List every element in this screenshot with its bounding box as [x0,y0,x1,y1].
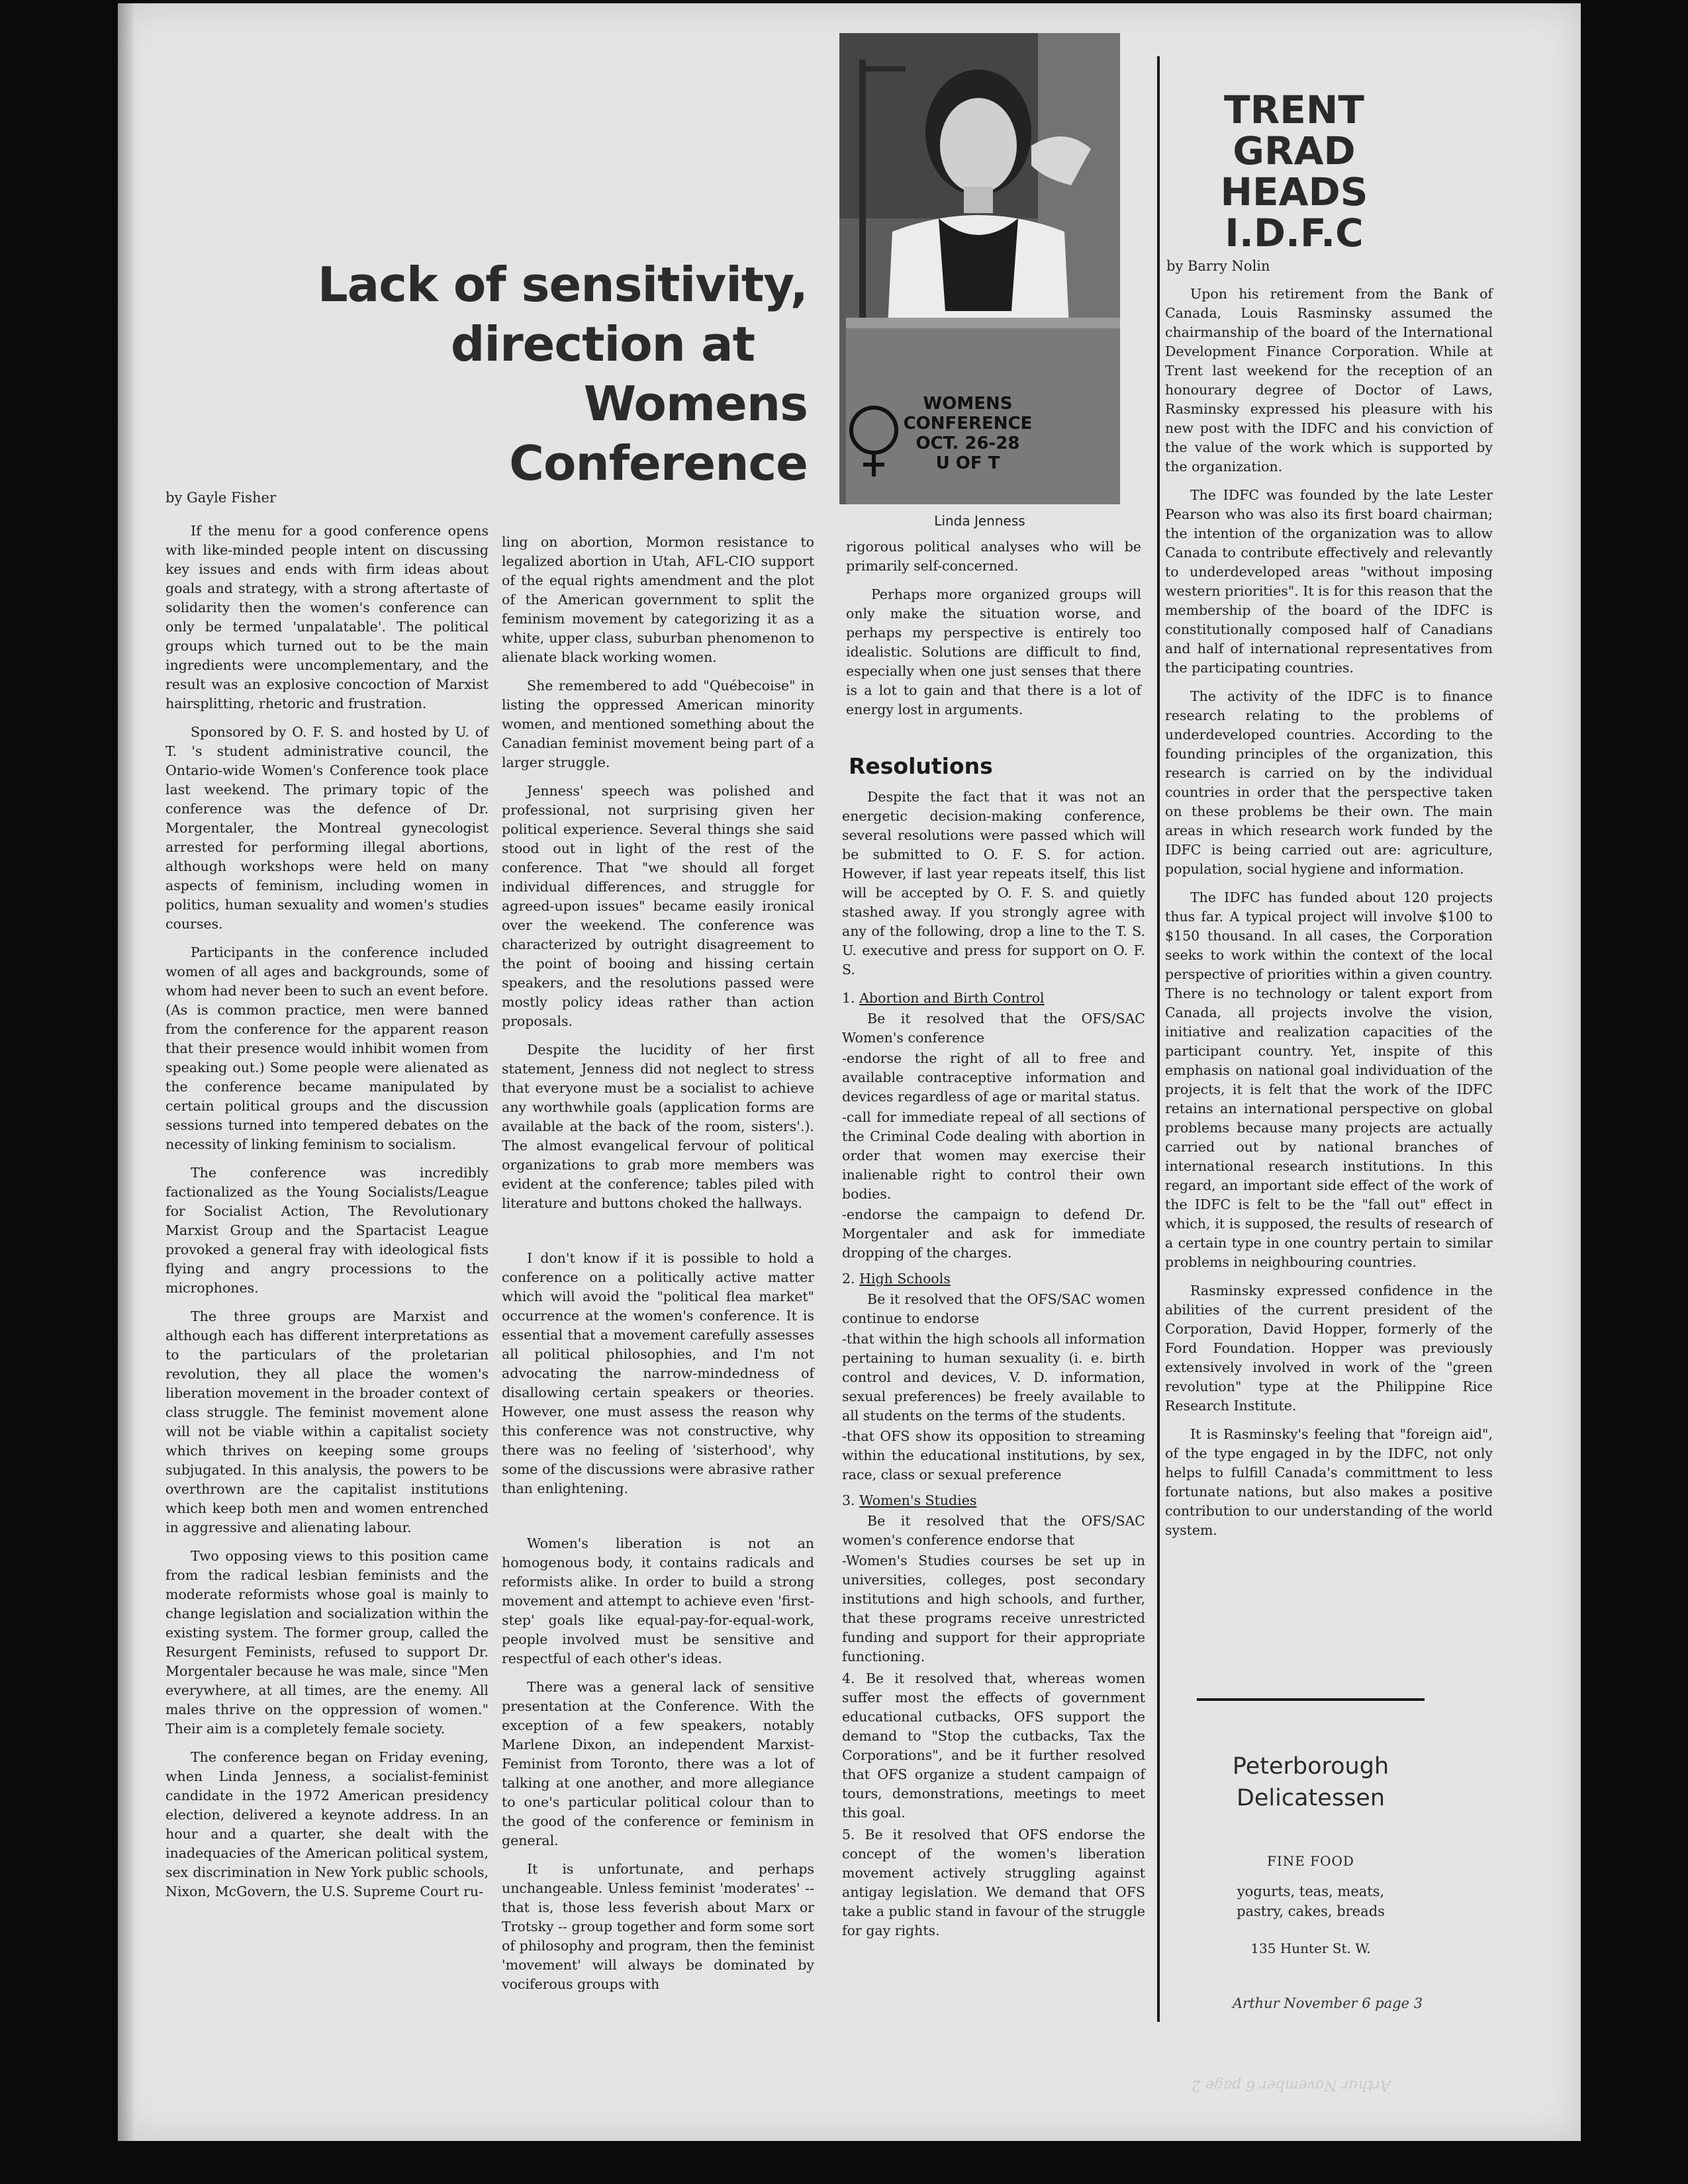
resolution-lead: Be it resolved that the OFS/SAC women continue to endorse [842,1291,1145,1326]
resolution-point: -that OFS show its opposition to streaming within the educational institutions, by sex, race, class or sexual preference [842,1428,1145,1482]
paragraph: The conference began on Friday evening, when Linda Jenness, a socialist-feminist candidate in the 1972 American presidency election, delivered a keynote address. In an hour and a quarter, she dealt with the inadequacies of the American political system, sex discrimination in New York public schools, Nixon, McGovern, the U.S. Supreme Court ru- [165,1749,489,1899]
paragraph: The IDFC was founded by the late Lester Pearson who was also its first board chairman; the intention of the organization was to allow Canada to contribute effectively and relevantly to underdeveloped areas "without imposing western priorities". It is for this reason that the membership of the board of the IDFC is constitutionally composed half of Canadians and half of international representatives from the participating countries. [1165,487,1493,676]
paragraph: Two opposing views to this position came from the radical lesbian feminists and the moderate reformists whose goal is mainly to change legislation and socialization within the existing system. The former group, called the Resurgent Feminists, refused to support Dr. Morgentaler because he was male, since "Men everywhere, at all times, are the enemy. All males thrive on the oppression of women." Their aim is a completely female society. [165,1548,489,1737]
ad-name-line-2: Delicatessen [1236,1785,1385,1811]
resolution-point: -endorse the campaign to defend Dr. Morgentaler and ask for immediate dropping of the charges. [842,1206,1145,1261]
column-divider [1157,56,1160,2022]
resolution-res4: 4. Be it resolved that, whereas women suffer most the effects of government educational cutbacks, OFS support the demand to "Stop the cutbacks, Tax the Corporations", and be it further resolved that OFS organize a student campaign of tours, demonstrations, meetings to meet this goal. [842,1670,1145,1821]
column-2-part-a [502,533,814,1213]
paragraph: Sponsored by O. F. S. and hosted by U. of T. 's student administrative council, the Ontario-wide Women's Conference took place last weekend. The primary topic of the conference was the defence of Dr. Morgentaler, the Montreal gynecologist arrested for performing illegal abortions, although workshops were held on many aspects of feminism, including women in politics, human sexuality and women's studies courses. [165,724,489,932]
ad-items-line-2: pastry, cakes, breads [1237,1903,1385,1919]
resolution-item [842,1269,1145,1289]
paragraph: It is unfortunate, and perhaps unchangeable. Unless feminist 'moderates' -- that is, those less feverish about Marx or Trotsky -- group together and form some sort of philosophy and program, then the feminist 'movement' will always be dominated by vociferous groups with [502,1861,814,1992]
main-byline: by Gayle Fisher [165,490,277,506]
headline-line-1: Lack of sensitivity, [317,257,808,312]
paragraph: It is Rasminsky's feeling that "foreign aid", of the type engaged in by the IDFC, not only helps to fulfill Canada's committment to less fortunate nations, but also makes a positive contribution to our understanding of the world system. [1165,1426,1493,1538]
ad-name-line-1: Peterborough [1232,1753,1389,1780]
resolution-point: -that within the high schools all information pertaining to human sexuality (i. e. birth control and devices, V. D. information, sexual preferences) be freely available to all students on the terms of the students. [842,1331,1145,1424]
resolution-point: -endorse the right of all to free and available contraceptive information and devices regardless of age or marital status. [842,1050,1145,1105]
ad-tagline: FINE FOOD [1267,1853,1354,1869]
paragraph: There was a general lack of sensitive presentation at the Conference. With the exception of a few speakers, notably Marlene Dixon, an independent Marxist-Feminist from Toronto, there was a lot of talking at one another, and more allegiance to one's particular political colour than to the good of the conference or feminism in general. [502,1679,814,1848]
paragraph: The three groups are Marxist and although each has different interpretations as to the particulars of the proletarian revolution, they all place the women's liberation movement in the broader context of class struggle. The feminist movement alone will not be viable within a capitalist society which thrives on keeping some groups subjugated. In this analysis, the powers to be overthrown are the capitalist institutions which keep both men and women entrenched in aggressive and alienating labour. [165,1308,489,1535]
resolutions-list [842,788,1145,1942]
resolution-number: 3. [842,1492,860,1508]
sign-line: U OF T [935,453,1000,473]
resolution-item [842,1491,1145,1510]
resolution-number: 1. [842,990,860,1006]
side-headline-line-2: HEADS [1220,169,1368,214]
paragraph: Upon his retirement from the Bank of Canada, Louis Rasminsky assumed the chairmanship of the board of the International Development Finance Corporation. While at Trent last weekend for the reception of an honourary degree of Doctor of Laws, Rasminsky expressed his pleasure with his new post with the IDFC and his conviction of the value of the work which is supported by the organization. [1165,286,1493,475]
paragraph: She remembered to add "Québecoise" in listing the oppressed American minority women, and mentioned something about the Canadian feminist movement being part of a larger struggle. [502,678,814,770]
resolution-title: High Schools [859,1271,951,1287]
paragraph: The IDFC has funded about 120 projects thus far. A typical project will involve $100 to $150 thousand. In all cases, the Corporation seeks to work within the context of the local perspective of priorities within a given country. There is no technology or talent export from Canada, all projects involve the vision, initiative and realization capacities of the participant country. Yet, inspite of this emphasis on national goal individuation of the projects, it is felt that the work of the IDFC retains an international perspective on global problems because many projects are actually carried out by national branches of international research institutions. In this regard, an important side effect of the work of the IDFC is felt to be the "fall out" effect in which, it is supposed, the results of research of a certain type in one country pertain to similar problems in neighbouring countries. [1165,889,1493,1270]
paragraph: ling on abortion, Mormon resistance to legalized abortion in Utah, AFL-CIO support of the equal rights amendment and the plot of the American government to split the feminism movement by categorizing it as a white, upper class, suburban phenomenon to alienate black working women. [502,534,814,665]
paragraph: Perhaps more organized groups will only make the situation worse, and perhaps my perspective is entirely too idealistic. Solutions are difficult to find, especially when one just senses that there is a lot to gain and that there is a lot of energy lost in arguments. [846,586,1141,717]
paragraph: I don't know if it is possible to hold a conference on a politically active matter which will avoid the "political flea market" occurrence at the women's conference. It is essential that a movement carefully assesses all political philosophies, and I'm not advocating the narrow-mindedness of disallowing certain speakers or theories. However, one must assess the reason why this conference was not constructive, why there was no feeling of 'sisterhood', why some of the discussions were abrasive rather than enlightening. [502,1250,814,1496]
page-edge-shadow [118,3,135,2141]
main-headline [278,255,808,493]
sign-line: WOMENS [923,394,1013,414]
article-column-1 [165,522,489,1911]
resolution-point: -call for immediate repeal of all sections of the Criminal Code dealing with abortion in order that women may exercise their inalienable right to control their own bodies. [842,1109,1145,1202]
side-headline-line-3: I.D.F.C [1225,210,1364,255]
resolution-lead: Be it resolved that the OFS/SAC women's conference endorse that [842,1513,1145,1548]
side-headline [1172,89,1417,253]
paragraph: rigorous political analyses who will be primarily self-concerned. [846,539,1141,574]
side-headline-line-1: TRENT GRAD [1224,87,1364,173]
article-column-3-top [846,537,1141,729]
resolution-title: Women's Studies [859,1492,977,1508]
ad-business-name [1197,1751,1425,1814]
resolution-lead: Be it resolved that the OFS/SAC Women's conference [842,1011,1145,1046]
resolutions-heading: Resolutions [849,753,993,779]
paragraph: Rasminsky expressed confidence in the abilities of the current president of the Corporation, David Hopper, formerly of the Ford Foundation. Hopper was previously extensively involved in work of the "green revolution" type at the Philippine Rice Research Institute. [1165,1283,1493,1414]
bleed-through-folio: Arthur November 6 page 2 [1192,2077,1391,2093]
column-2-part-c [502,1534,814,1994]
speaker-photo [839,33,1120,504]
photo-caption: Linda Jenness [934,513,1025,529]
resolution-number: 2. [842,1271,860,1287]
column-2-part-b [502,1249,814,1498]
resolution-item [842,989,1145,1008]
sign-line: OCT. 26-28 [915,433,1020,453]
side-byline: by Barry Nolin [1166,258,1270,274]
article-column-2 [502,533,814,2003]
page-folio: Arthur November 6 page 3 [1233,1995,1423,2011]
ad-items-line-1: yogurts, teas, meats, [1237,1884,1385,1899]
resolutions-intro: Despite the fact that it was not an energetic decision-making conference, several resolutions were passed which will be submitted to O. F. S. for action. However, if last year repeats itself, this list will be accepted by O. F. S. and quietly stashed away. If you strongly agree with any of the following, drop a line to the T. S. U. executive and press for support on O. F. S. [842,789,1145,978]
headline-line-3: Womens Conference [509,376,808,491]
resolution-title: Abortion and Birth Control [859,990,1045,1006]
paragraph: Women's liberation is not an homogenous body, it contains radicals and reformists alike. In order to build a strong movement and attempt to achieve even 'first-step' goals like equal-pay-for-equal-work, people involved must be sensitive and respectful of each other's ideas. [502,1535,814,1666]
resolution-res5: 5. Be it resolved that OFS endorse the concept of the women's liberation movement actively struggling against antigay legislation. We demand that OFS take a public stand in favour of the struggle for gay rights. [842,1827,1145,1938]
paragraph: Jenness' speech was polished and professional, not surprising given her political experience. Several things she said stood out in light of the rest of the conference. That "we should all forget individual differences, and struggle for agreed-upon issues" became easily ironical over the weekend. The conference was characterized by outright disagreement to the point of booing and hissing certain speakers, and the resolutions passed were mostly policy ideas rather than action proposals. [502,783,814,1029]
headline-line-2: direction at [450,316,755,372]
paragraph: Despite the lucidity of her first statement, Jenness did not neglect to stress that everyone must be a socialist to achieve any worthwhile goals (application forms are available at the back of the room, sisters'.). The almost evangelical fervour of political organizations to grab more members was evident at the conference; tables piled with literature and buttons choked the hallways. [502,1042,814,1211]
paragraph: The conference was incredibly factionalized as the Young Socialists/League for Socialist Action, The Revolutionary Marxist Group and the Spartacist League provoked a general fray with ideological fists flying and angry processions to the microphones. [165,1165,489,1296]
conference-sign [902,394,1034,473]
resolution-point: -Women's Studies courses be set up in universities, colleges, post secondary institutions and high schools, and further, that these programs receive unrestricted funding and support for their appropriate functioning. [842,1553,1145,1664]
ad-address: 135 Hunter St. W. [1250,1940,1371,1956]
side-article-body [1165,285,1493,1549]
sign-line: CONFERENCE [903,414,1033,433]
paragraph: Participants in the conference included women of all ages and backgrounds, some of whom had never been to such an event before. (As is common practice, men were banned from the conference for the apparent reason that their presence would inhibit women from speaking out.) Some people were alienated as the conference became manipulated by certain political groups and the discussion sessions turned into tempered debates on the necessity of linking feminism to socialism. [165,944,489,1152]
paragraph: If the menu for a good conference opens with like-minded people intent on discussing key issues and ends with firm ideas about goals and strategy, with a strong aftertaste of solidarity then the women's conference can only be termed 'unpalatable'. The political groups which turned out to be the main ingredients were uncomplementary, and the result was an explosive concoction of Marxist hairsplitting, rhetoric and frustration. [165,523,489,711]
ad-divider [1197,1698,1425,1701]
paragraph: The activity of the IDFC is to finance research relating to the problems of underdeveloped countries. According to the founding principles of the organization, this research is carried on by the individual countries in order that the perspective taken on these problems be their own. The main areas in which research work funded by the IDFC is being carried out are: agriculture, population, social hygiene and information. [1165,688,1493,877]
